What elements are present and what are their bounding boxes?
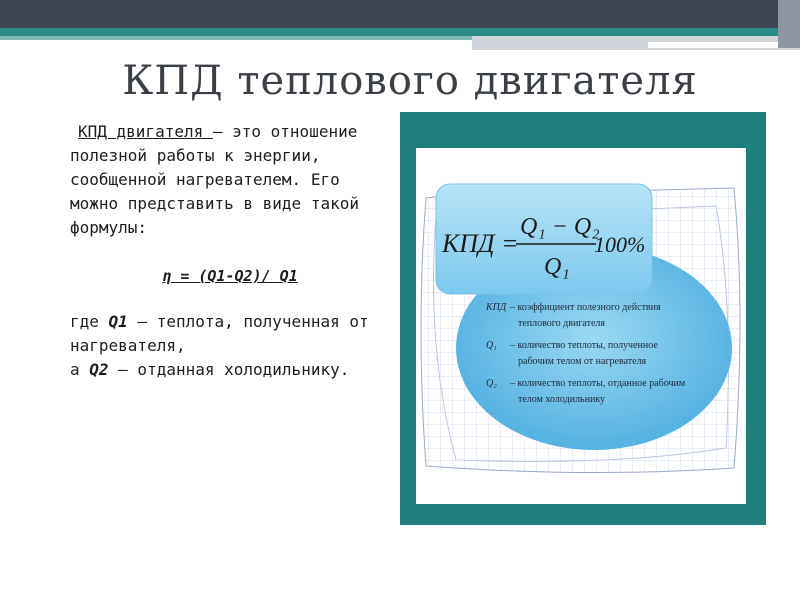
q1-description: — теплота, полученная от нагревателя, <box>70 312 369 355</box>
header-band <box>0 0 800 28</box>
definition-paragraph <box>70 120 390 240</box>
legend-label-q1: Q₁ <box>486 340 497 351</box>
legend-text-q2-1: – количество теплоты, отданное рабочим <box>510 378 686 389</box>
formula-denominator: Q₁ <box>544 254 570 280</box>
legend-text-q1-1: – количество теплоты, полученное <box>510 340 658 351</box>
efficiency-formula <box>70 264 390 288</box>
definition-text: — это отношение полезной работы к энергии, сообщенной нагревателем. Его можно представить в виде такой формулы: <box>70 122 359 237</box>
legend-text-q2-2: телом холодильнику <box>518 394 606 405</box>
slide-title: КПД теплового двигателя <box>122 58 698 104</box>
definition-term: КПД двигателя <box>78 122 213 141</box>
header-accent-line <box>0 36 472 40</box>
legend-text-kpd-2: теплового двигателя <box>518 318 605 329</box>
formula-text: η = (Q1-Q2)/ Q1 <box>162 267 298 285</box>
and-word: а <box>70 360 90 379</box>
q1-symbol: Q1 <box>108 312 128 331</box>
formula-left: КПД = <box>442 229 519 258</box>
header-corner-decoration <box>778 0 800 48</box>
q2-description: — отданная холодильнику. <box>108 360 350 379</box>
where-word: где <box>70 312 109 331</box>
legend-text-q1-2: рабочим телом от нагревателя <box>518 356 647 367</box>
illustration-canvas <box>416 148 746 504</box>
slide-body <box>70 120 390 382</box>
legend-text-kpd-1: – коэффициент полезного действия <box>510 302 661 313</box>
formula-percent: 100% <box>594 232 646 257</box>
variables-paragraph <box>70 310 390 382</box>
legend-label-q2: Q₂ <box>486 378 497 389</box>
legend-label-kpd: КПД <box>486 302 507 313</box>
illustration-svg <box>416 148 746 504</box>
q2-symbol: Q2 <box>89 360 109 379</box>
header-right-highlight <box>648 42 788 48</box>
formula-illustration <box>400 112 766 525</box>
formula-numerator: Q₁ − Q₂ <box>520 214 600 240</box>
header-accent-strip <box>0 28 800 36</box>
